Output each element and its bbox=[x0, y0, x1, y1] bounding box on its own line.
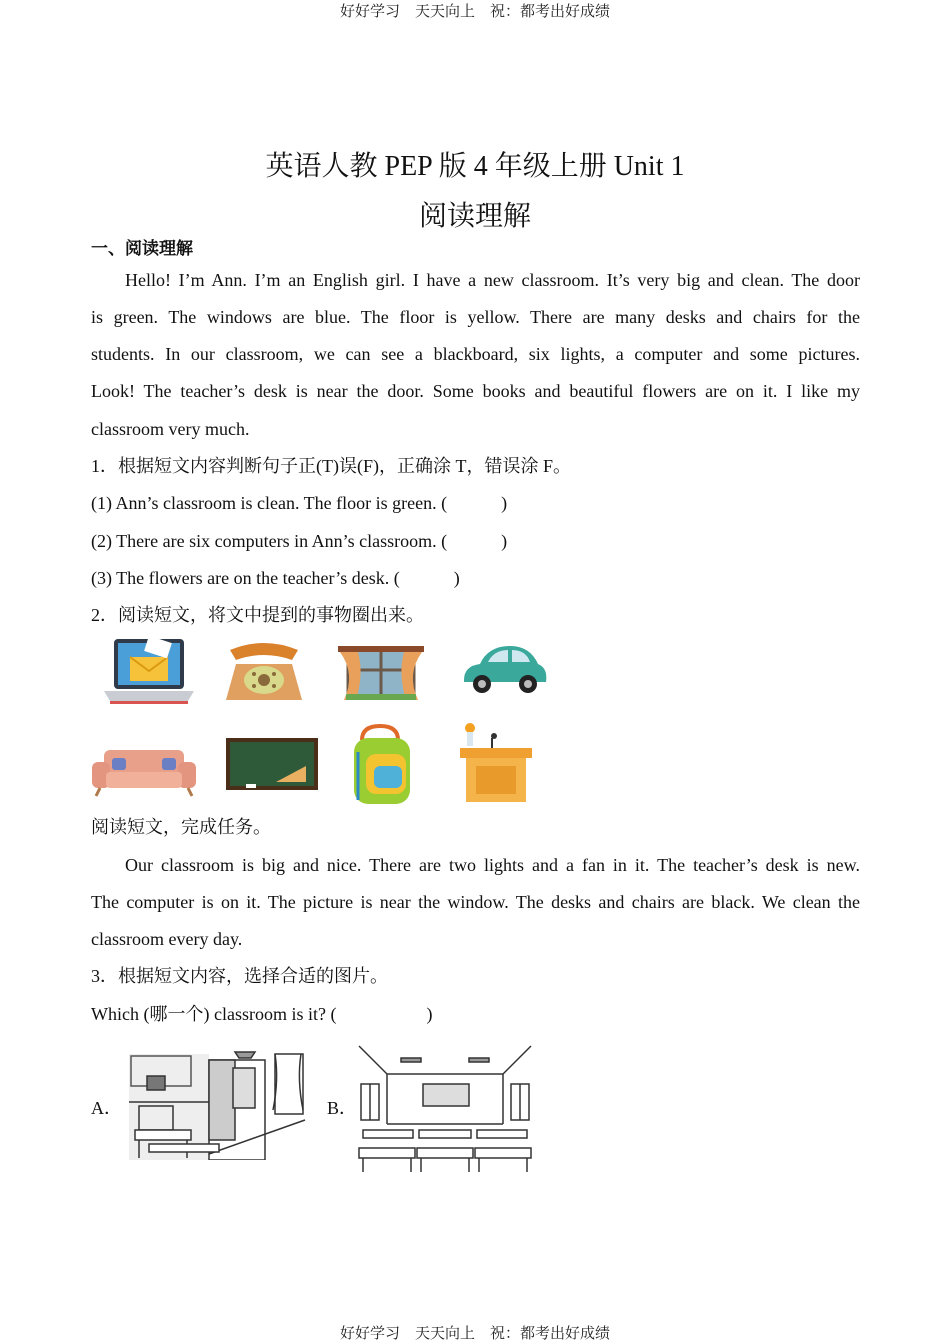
q1-instruction: 1．根据短文内容判断句子正(T)误(F)，正确涂 T，错误涂 F。 bbox=[91, 456, 571, 476]
q1-item[interactable]: (2) There are six computers in Ann’s classroom. ( ) bbox=[91, 531, 508, 551]
passage2-line: Our classroom is big and nice. There are two lights and a fan in it. The teacher’s desk is new. bbox=[125, 855, 860, 875]
passage1-line: Hello! I’m Ann. I’m an English girl. I have a new classroom. It’s very big and clean. The door bbox=[125, 270, 860, 290]
section-heading: 一、阅读理解 bbox=[91, 239, 193, 258]
passage2-intro: 阅读短文，完成任务。 bbox=[91, 817, 271, 837]
q3-instruction: 3．根据短文内容，选择合适的图片。 bbox=[91, 966, 388, 986]
option-b-label[interactable]: B． bbox=[327, 1098, 358, 1118]
passage1-line: students. In our classroom, we can see a blackboard, six lights, a computer and some pictures. bbox=[91, 344, 860, 364]
window-icon[interactable] bbox=[338, 644, 424, 702]
passage1-line: is green. The windows are blue. The floor is yellow. There are many desks and chairs for the bbox=[91, 307, 860, 327]
classroom-a-picture[interactable] bbox=[129, 1050, 307, 1160]
car-icon[interactable] bbox=[458, 642, 550, 696]
q3-question: Which (哪一个) classroom is it? ( ) bbox=[91, 1004, 433, 1024]
q2-instruction: 2．阅读短文，将文中提到的事物圈出来。 bbox=[91, 605, 424, 625]
telephone-icon[interactable] bbox=[222, 640, 306, 704]
passage2-line: classroom every day. bbox=[91, 929, 243, 949]
passage1-line: Look! The teacher’s desk is near the door. Some books and beautiful flowers are on it. I like my bbox=[91, 381, 860, 401]
teacher-desk-icon[interactable] bbox=[458, 722, 534, 804]
sofa-icon[interactable] bbox=[90, 744, 198, 798]
page-footer: 好好学习 天天向上 祝：都考出好成绩 bbox=[339, 1326, 610, 1342]
passage2-line: The computer is on it. The picture is near the window. The desks and chairs are black. We clean the bbox=[91, 892, 860, 912]
q1-item[interactable]: (3) The flowers are on the teacher’s desk. ( ) bbox=[91, 568, 460, 588]
laptop-icon[interactable] bbox=[100, 635, 198, 707]
passage1-line: classroom very much. bbox=[91, 419, 250, 439]
q1-item[interactable]: (1) Ann’s classroom is clean. The floor is green. ( ) bbox=[91, 493, 508, 513]
option-a-label[interactable]: A． bbox=[91, 1098, 122, 1118]
classroom-b-picture[interactable] bbox=[357, 1044, 533, 1172]
page-header: 好好学习 天天向上 祝：都考出好成绩 bbox=[339, 4, 610, 20]
page-title: 英语人教 PEP 版 4 年级上册 Unit 1 bbox=[265, 151, 685, 182]
blackboard-icon[interactable] bbox=[226, 738, 318, 790]
page-subtitle: 阅读理解 bbox=[418, 201, 531, 232]
schoolbag-icon[interactable] bbox=[348, 724, 418, 806]
